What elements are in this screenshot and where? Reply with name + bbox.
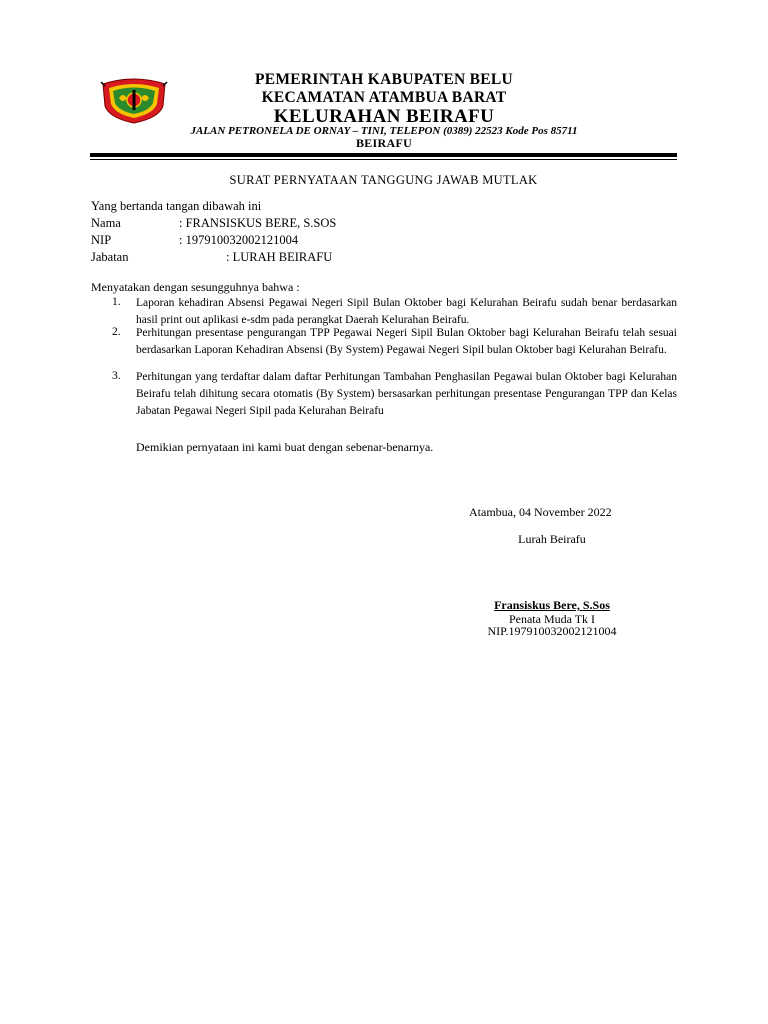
letterhead-village: KELURAHAN BEIRAFU <box>273 106 495 127</box>
signature-rank: Penata Muda Tk I <box>508 612 596 626</box>
letterhead-address: JALAN PETRONELA DE ORNAY – TINI, TELEPON (0389) 22523 Kode Pos 85711 <box>190 125 578 137</box>
list-item-text: Laporan kehadiran Absensi Pegawai Negeri Sipil Bulan Oktober bagi Kelurahan Beirafu sudah benar berdasarkan hasil print out aplikasi e-sdm pada perangkat Daerah Kelurahan Beirafu. <box>136 297 677 326</box>
name-label: Nama <box>91 216 121 230</box>
letterhead-divider-thick <box>90 153 677 157</box>
closing-text: Demikian pernyataan ini kami buat dengan sebenar-benarnya. <box>136 440 434 454</box>
signature-nip: NIP.197910032002121004 <box>487 624 617 638</box>
letterhead-district: KECAMATAN ATAMBUA BARAT <box>261 89 507 106</box>
name-value: : FRANSISKUS BERE, S.SOS <box>179 216 337 230</box>
statement-intro: Menyatakan dengan sesungguhnya bahwa : <box>91 280 300 294</box>
intro-text: Yang bertanda tangan dibawah ini <box>91 199 262 213</box>
nip-value: : 197910032002121004 <box>179 233 299 247</box>
document-title: SURAT PERNYATAAN TANGGUNG JAWAB MUTLAK <box>229 173 538 187</box>
signature-name: Fransiskus Bere, S.Sos <box>494 598 610 612</box>
letterhead-divider-thin <box>90 159 677 160</box>
letterhead-place: BEIRAFU <box>355 136 413 150</box>
signature-place-date: Atambua, 04 November 2022 <box>469 505 612 519</box>
list-item-number: 2. <box>112 326 121 338</box>
list-item-text: Perhitungan yang terdaftar dalam daftar Perhitungan Tambahan Penghasilan Pegawai bulan Oktober bagi Kelurahan Beirafu telah dihitung secara otomatis (By System) bersasarkan perhitungan presentase Pengurangan TPP dan Kelas Jabatan Pegawai Negeri Sipil pada Kelurahan Beirafu <box>136 371 677 417</box>
signature-role: Lurah Beirafu <box>518 532 586 546</box>
position-value: : LURAH BEIRAFU <box>226 250 333 264</box>
list-item-number: 1. <box>112 296 121 308</box>
letterhead-government: PEMERINTAH KABUPATEN BELU <box>254 71 514 88</box>
list-item-text: Perhitungan presentase pengurangan TPP Pegawai Negeri Sipil Bulan Oktober bagi Kelurahan Beirafu telah sesuai berdasarkan Laporan Kehadiran Absensi (By System) Pegawai Negeri Sipil bulan Oktober bagi Kelurahan Beirafu. <box>136 327 677 356</box>
position-label: Jabatan <box>91 250 129 264</box>
nip-label: NIP <box>91 233 112 247</box>
list-item-number: 3. <box>112 370 121 382</box>
